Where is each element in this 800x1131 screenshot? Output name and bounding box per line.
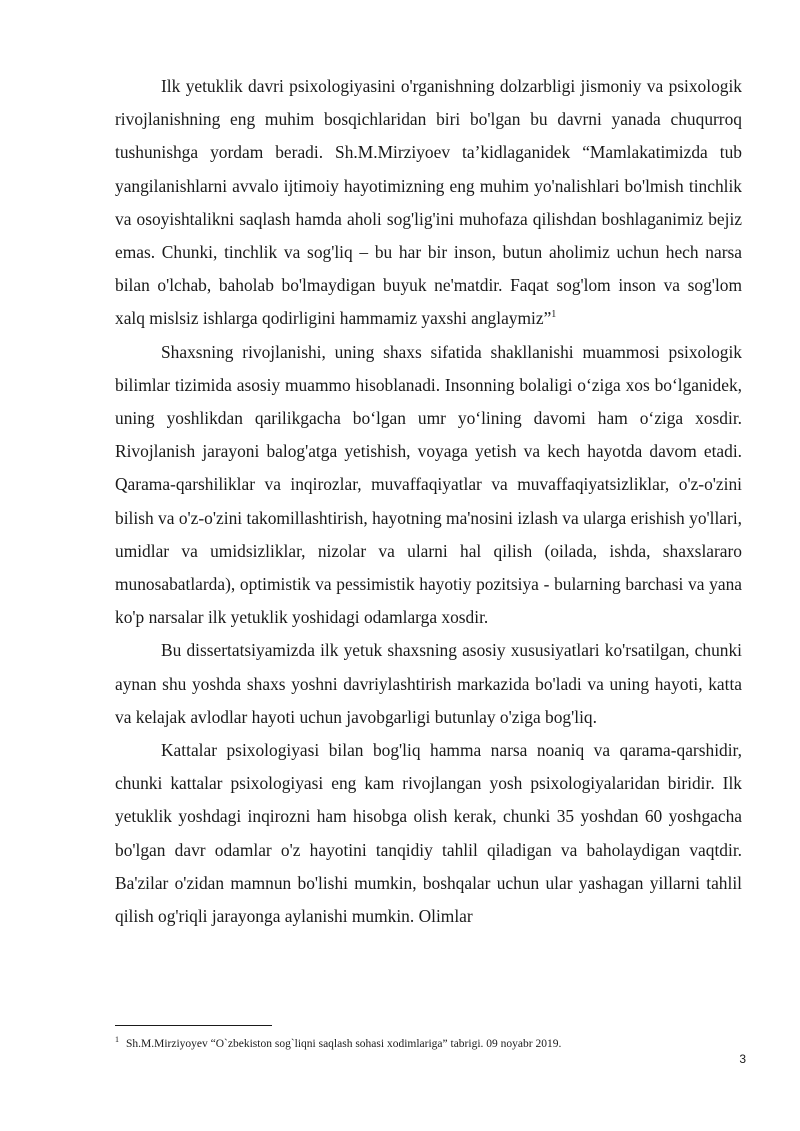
- footnote-reference[interactable]: 1: [551, 309, 557, 321]
- paragraph-text: Ilk yetuklik davri psixologiyasini o'rganishning dolzarbligi jismoniy va psixologik rivojlanishning eng muhim bosqichlaridan biri bo'lgan bu davrni yanada chuqurroq tushunishga yordam beradi. Sh.M.Mirziyoev ta’kidlaganidek “Mamlakatimizda tub yangilanishlarni avvalo ijtimoiy hayotimizning eng muhim yo'nalishlari bo'lmish tinchlik va osoyishtalikni saqlash hamda aholi sog'lig'ini muhofaza qilishdan boshlaganimiz bejiz emas. Chunki, tinchlik va sog'liq – bu har bir inson, butun aholimiz uchun hech narsa bilan o'lchab, baholab bo'lmaydigan buyuk ne'matdir. Faqat sog'lom inson va sog'lom xalq mislsiz ishlarga qodirligini hammamiz yaxshi anglaymiz”: [115, 76, 742, 329]
- paragraph: [115, 634, 742, 734]
- footnote-separator: [115, 1025, 272, 1026]
- paragraph: [115, 70, 742, 336]
- footnote-mark: 1: [115, 1035, 119, 1044]
- paragraph: [115, 336, 742, 635]
- body-text: [115, 70, 742, 933]
- paragraph: [115, 734, 742, 933]
- footnote-text: Sh.M.Mirziyoyev “O`zbekiston sog`liqni saqlash sohasi xodimlariga” tabrigi. 09 noyabr 2019.: [126, 1037, 562, 1050]
- paragraph-text: Bu dissertatsiyamizda ilk yetuk shaxsning asosiy xususiyatlari ko'rsatilgan, chunki aynan shu yoshda shaxs yoshni davriylashtirish markazida bo'ladi va uning hayoti, katta va kelajak avlodlar hayoti uchun javobgarligi butunlay o'ziga bog'liq.: [115, 640, 742, 727]
- paragraph-text: Shaxsning rivojlanishi, uning shaxs sifatida shakllanishi muammosi psixologik bilimlar tizimida asosiy muammo hisoblanadi. Insonning bolaligi o‘ziga xos bo‘lganidek, uning yoshlikdan qarilikgacha bo‘lgan umr yo‘lining davomi ham o‘ziga xosdir. Rivojlanish jarayoni balog'atga yetishish, voyaga yetish va kech hayotda davom etadi. Qarama-qarshiliklar va inqirozlar, muvaffaqiyatlar va muvaffaqiyatsizliklar, o'z-o'zini bilish va o'z-o'zini takomillashtirish, hayotning ma'nosini izlash va ularga erishish yo'llari, umidlar va umidsizliklar, nizolar va ularni hal qilish (oilada, ishda, shaxslararo munosabatlarda), optimistik va pessimistik hayotiy pozitsiya - bularning barchasi va yana ko'p narsalar ilk yetuklik yoshidagi odamlarga xosdir.: [115, 341, 742, 628]
- footnote: [115, 1033, 755, 1051]
- paragraph-text: Kattalar psixologiyasi bilan bog'liq hamma narsa noaniq va qarama-qarshidir, chunki kattalar psixologiyasi eng kam rivojlangan yosh psixologiyalaridan biridir. Ilk yetuklik yoshdagi inqirozni ham hisobga olish kerak, chunki 35 yoshdan 60 yoshgacha bo'lgan davr odamlar o'z hayotini tanqidiy tahlil qiladigan va baholaydigan vaqtdir. Ba'zilar o'zidan mamnun bo'lishi mumkin, boshqalar uchun ular yashagan yillarni tahlil qilish og'riqli jarayonga aylanishi mumkin. Olimlar: [115, 740, 742, 927]
- page-number: 3: [739, 1052, 746, 1066]
